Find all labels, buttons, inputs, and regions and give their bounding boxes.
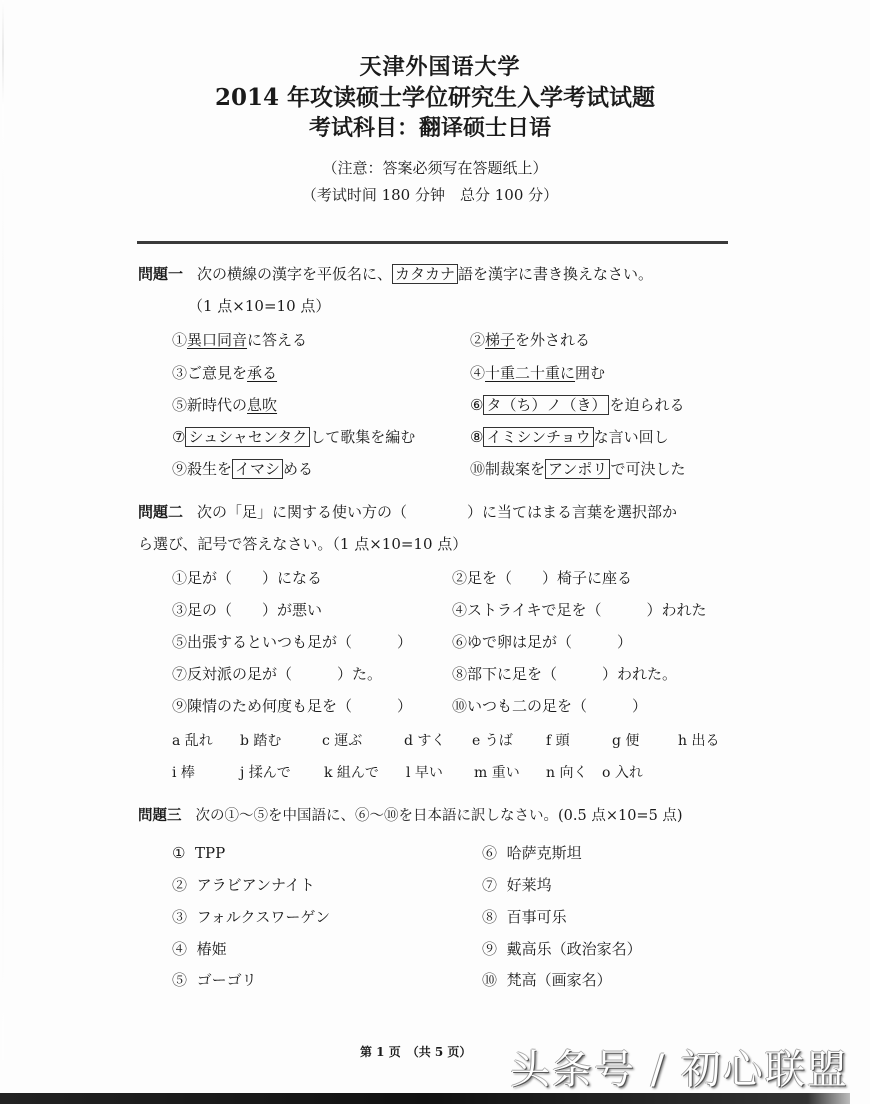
q1-item: ②梯子を外される	[470, 331, 591, 349]
q1-points: （1 点×10=10 点）	[188, 297, 331, 315]
q3-item: ⑩ 梵高（画家名）	[482, 971, 612, 989]
q2-instruction-line2: ら選び、記号で答えなさい。（1 点×10=10 点）	[138, 535, 468, 553]
q1-heading	[138, 258, 653, 322]
university-name: 天津外国语大学	[359, 54, 521, 80]
q2-item: ⑤出張するといつも足が（ ）	[172, 633, 413, 651]
q3-item: ⑦ 好莱坞	[482, 876, 552, 894]
choice: n 向く	[546, 765, 588, 781]
choice: a 乱れ	[172, 733, 213, 749]
q3-item: ② アラビアンナイト	[172, 876, 315, 894]
q3-item: ⑨ 戴高乐（政治家名）	[482, 940, 642, 958]
choice: g 便	[612, 733, 640, 749]
choice: m 重い	[474, 765, 520, 781]
q1-instruction-post: 語を漢字に書き換えなさい。	[458, 265, 654, 283]
exam-header	[0, 52, 870, 209]
q1-item: ⑩制裁案を アンポリ で可決した	[470, 460, 686, 478]
q2-item: ⑥ゆで卵は足が（ ）	[452, 633, 633, 651]
choice: f 頭	[546, 733, 570, 749]
header-divider	[137, 241, 728, 244]
q2-item: ⑧部下に足を（ ）われた。	[452, 665, 678, 683]
q2-item: ①足が（ ）になる	[172, 569, 323, 587]
q2-item: ④ストライキで足を（ ）われた	[452, 601, 707, 619]
scan-bottom-edge	[0, 1093, 850, 1104]
q1-item: ⑥ タ（ち）ノ（き） を迫られる	[470, 396, 685, 414]
q3-instruction: 次の①～⑤を中国語に、⑥～⑩を日本語に訳しなさい。(0.5 点×10=5 点)	[195, 808, 683, 824]
choice: b 踏む	[240, 733, 282, 749]
choice: d すく	[404, 733, 446, 749]
q2-label: 問題二	[138, 503, 184, 521]
q3-item: ③ フォルクスワーゲン	[172, 908, 331, 926]
watermark: 头条号 / 初心联盟	[510, 1047, 849, 1093]
q2-heading	[138, 496, 677, 560]
q1-label: 問題一	[138, 265, 184, 283]
q1-item: ⑨殺生を イマシ める	[172, 460, 314, 478]
q3-item: ④ 椿姫	[172, 940, 227, 958]
q3-heading	[138, 800, 683, 832]
q2-item: ⑩いつも二の足を（ ）	[452, 697, 648, 715]
q1-item: ⑤新時代の息吹	[172, 396, 278, 414]
q1-item: ③ご意見を承る	[172, 364, 278, 382]
q2-item: ⑦反対派の足が（ ）た。	[172, 665, 383, 683]
q1-item: ⑧ イミシンチョウ な言い回し	[470, 428, 669, 446]
exam-time-score: （考试时间 180 分钟 总分 100 分）	[301, 186, 559, 204]
choice: l 早い	[406, 765, 443, 781]
choice: i 棒	[172, 765, 195, 781]
choice: k 組んで	[324, 765, 379, 781]
q3-label: 問題三	[138, 807, 182, 824]
q2-item: ③足の（ ）が悪い	[172, 601, 323, 619]
q1-item: ⑦ シュシャセンタク して歌集を編む	[172, 428, 416, 446]
q3-item: ① TPP	[172, 844, 226, 862]
choice: e うば	[472, 733, 513, 749]
q2-item: ⑨陳情のため何度も足を（ ）	[172, 697, 413, 715]
q1-item: ①異口同音に答える	[172, 331, 308, 349]
choice: j 揉んで	[240, 765, 291, 781]
page-number: 第 1 页 （共 5 页）	[360, 1045, 472, 1059]
exam-subject: 考试科目：翻译硕士日语	[308, 115, 551, 141]
choice: h 出る	[678, 733, 720, 749]
choice: o 入れ	[602, 765, 643, 781]
q1-instruction-boxed: カタカナ	[392, 264, 458, 284]
q3-item: ⑧ 百事可乐	[482, 908, 567, 926]
choice: c 運ぶ	[322, 733, 363, 749]
q2-instruction-line1: 次の「足」に関する使い方の（ ）に当てはまる言葉を選択部か	[197, 503, 678, 521]
exam-note: （注意：答案必须写在答题纸上）	[322, 159, 548, 177]
q3-item: ⑥ 哈萨克斯坦	[482, 844, 582, 862]
q3-item: ⑤ ゴーゴリ	[172, 971, 257, 989]
q1-instruction-pre: 次の横線の漢字を平仮名に、	[197, 265, 393, 283]
q1-item: ④十重二十重に囲む	[470, 364, 606, 382]
q2-item: ②足を（ ）椅子に座る	[452, 569, 633, 587]
exam-title: 2014 年攻读硕士学位研究生入学考试试题	[214, 84, 656, 111]
